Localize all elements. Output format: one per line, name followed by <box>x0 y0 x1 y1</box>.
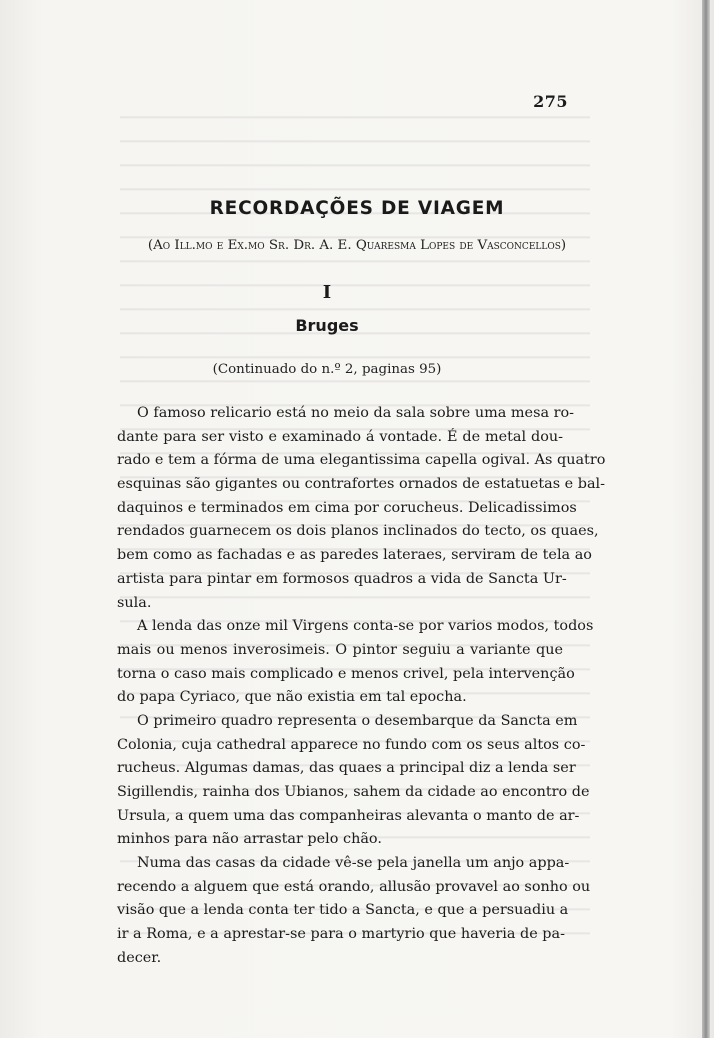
article-title: RECORDAÇÕES DE VIAGEM <box>209 198 505 219</box>
text-line: ir a Roma, e a aprestar-se para o martyrio que haveria de pa- <box>117 926 565 943</box>
page-number: 275 <box>533 92 568 111</box>
text-line: torna o caso mais complicado e menos crivel, pela intervenção <box>117 665 575 682</box>
text-line: rado e tem a fórma de uma elegantissima capella ogival. As quatro <box>117 452 606 469</box>
text-line: O primeiro quadro representa o desembarque da Sancta em <box>137 712 578 729</box>
text-line: O famoso relicario está no meio da sala sobre uma mesa ro- <box>137 405 575 421</box>
text-line: rucheus. Algumas damas, das quaes a principal diz a lenda ser <box>117 760 576 777</box>
text-line: artista para pintar em formosos quadros a vida de Sancta Ur- <box>117 570 567 587</box>
dedication: (Ao Ill.mo e Ex.mo Sr. Dr. A. E. Quaresma Lopes de Vasconcellos) <box>147 238 567 253</box>
text-line: Numa das casas da cidade vê-se pela janella um anjo appa- <box>137 855 570 872</box>
text-line: minhos para não arrastar pelo chão. <box>117 831 382 848</box>
text-line: Colonia, cuja cathedral apparece no fundo com os seus altos co- <box>117 736 586 753</box>
text-line: dante para ser visto e examinado á vontade. É de metal dou- <box>117 428 563 445</box>
text-line: daquinos e terminados em cima por corucheus. Delicadissimos <box>117 499 577 516</box>
text-line: mais ou menos inverosimeis. O pintor seguiu a variante que <box>117 641 563 658</box>
page-edge <box>702 0 710 1038</box>
section-numeral: I <box>322 282 332 303</box>
text-line: esquinas são gigantes ou contrafortes ornados de estatuetas e bal- <box>117 476 606 493</box>
section-title: Bruges <box>295 316 359 335</box>
text-line: bem como as fachadas e as paredes lateraes, serviram de tela ao <box>117 547 592 564</box>
text-line: rendados guarnecem os dois planos inclinados do tecto, os quaes, <box>117 523 599 540</box>
text-line: sula. <box>117 594 152 611</box>
text-line: A lenda das onze mil Virgens conta-se por varios modos, todos <box>137 618 594 635</box>
text-line: visão que a lenda conta ter tido a Sancta, e que a persuadiu a <box>117 902 569 919</box>
text-line: decer. <box>117 949 162 966</box>
body-text <box>117 402 606 971</box>
text-line: do papa Cyriaco, que não existia em tal epocha. <box>117 689 467 706</box>
continuation-note: (Continuado do n.º 2, paginas 95) <box>212 362 442 377</box>
text-line: Ursula, a quem uma das companheiras alevanta o manto de ar- <box>117 807 580 824</box>
text-line: Sigillendis, rainha dos Ubianos, sahem da cidade ao encontro de <box>117 784 590 800</box>
text-line: recendo a alguem que está orando, allusão provavel ao sonho ou <box>117 878 591 895</box>
